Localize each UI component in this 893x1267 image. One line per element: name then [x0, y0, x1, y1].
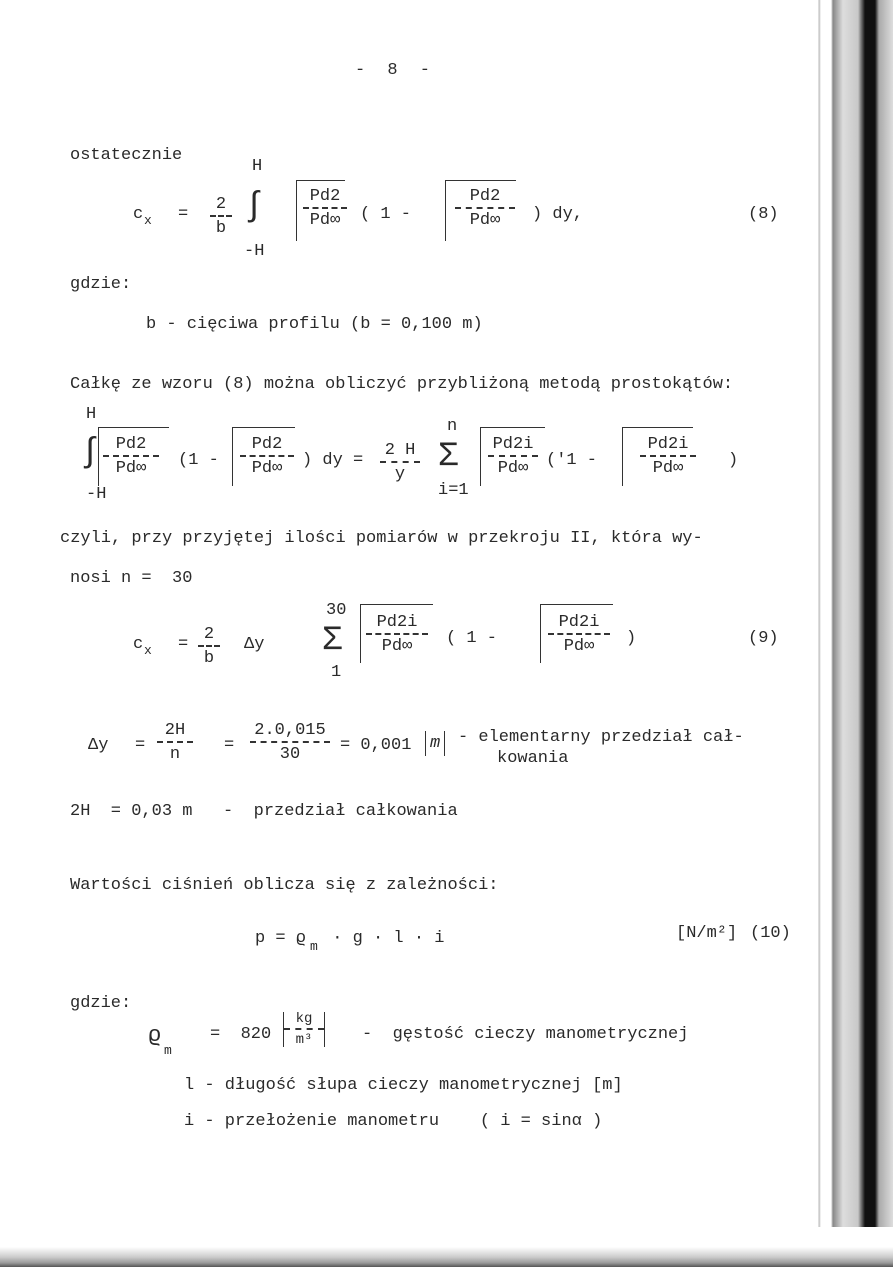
close-paren: ): [626, 629, 637, 648]
lhs: c: [133, 635, 144, 654]
ratio-num: Pd2: [455, 188, 515, 209]
equation-label: (8): [748, 205, 779, 224]
result: = 0,001: [340, 736, 412, 755]
coef-num: 2: [198, 626, 220, 647]
ratio-num: Pd2: [103, 436, 159, 457]
fraction-den: 30: [279, 745, 301, 764]
sentence-n-line2: nosi n = 30: [70, 569, 193, 588]
scan-edge-shadow: [813, 0, 893, 1267]
integral-sign: ∫: [80, 434, 101, 472]
unit-den: m³: [295, 1032, 313, 1048]
ratio-num: Pd2i: [640, 436, 696, 457]
ratio-den: Pd∞: [381, 637, 413, 656]
fraction-num: 2H: [157, 722, 193, 743]
lhs: c: [133, 205, 144, 224]
integral-sign: ∫: [244, 188, 265, 226]
rho-description: - gęstość cieczy manometrycznej: [362, 1025, 689, 1044]
sum-sign: Σ: [322, 622, 343, 660]
delta-y: Δy: [244, 635, 265, 654]
lhs-sub: x: [144, 643, 152, 658]
coef-den: b: [215, 219, 227, 238]
close-paren: ): [728, 451, 739, 470]
formula: p = ϱ: [255, 929, 307, 948]
description-line1: - elementarny przedział cał-: [458, 728, 744, 747]
coef-den: y: [394, 465, 406, 484]
sum-sign: Σ: [438, 438, 459, 476]
formula-sub: m: [310, 939, 318, 954]
equals: =: [224, 736, 235, 755]
coef-num: 2 H: [380, 442, 420, 463]
ratio-num: Pd2: [303, 188, 347, 209]
sentence-n-line1: czyli, przy przyjętej ilości pomiarów w przekroju II, która wy-: [60, 529, 703, 548]
coef-num: 2: [210, 196, 232, 217]
rho-sub: m: [164, 1043, 172, 1058]
page-number: - 8 -: [355, 61, 437, 80]
open-paren: ( 1 -: [446, 629, 498, 648]
open-paren: ( 1 -: [360, 205, 412, 224]
where-label: gdzie:: [70, 275, 132, 294]
lhs-sub: x: [144, 213, 152, 228]
equation-label: (9): [748, 629, 779, 648]
ratio-den: Pd∞: [115, 459, 147, 478]
equals: =: [135, 736, 146, 755]
ratio-den: Pd∞: [563, 637, 595, 656]
scan-bottom-shadow: [0, 1227, 893, 1267]
unit: [N/m²]: [676, 924, 738, 943]
ratio-den: Pd∞: [251, 459, 283, 478]
where-label: gdzie:: [70, 994, 132, 1013]
rho-value: = 820: [210, 1025, 272, 1044]
int-lower: -H: [86, 485, 107, 504]
sum-upper: 30: [326, 601, 347, 620]
definition-l: l - długość słupa cieczy manometrycznej [m]: [184, 1076, 623, 1095]
equation-2h: 2H = 0,03 m - przedział całkowania: [70, 802, 458, 821]
lhs: Δy: [88, 736, 109, 755]
definition-i: i - przełożenie manometru ( i = sinα ): [184, 1112, 603, 1131]
ratio-den: Pd∞: [469, 211, 501, 230]
close-paren: ) dy,: [532, 205, 584, 224]
open-paren: ('1 -: [546, 451, 598, 470]
ratio-den: Pd∞: [309, 211, 341, 230]
ratio-den: Pd∞: [497, 459, 529, 478]
definition-b: b - cięciwa profilu (b = 0,100 m): [146, 315, 483, 334]
sum-upper: n: [447, 417, 458, 436]
ratio-num: Pd2: [240, 436, 294, 457]
description-line2: kowania: [497, 749, 569, 768]
fraction-num: 2.0,015: [250, 722, 330, 743]
sum-lower: 1: [331, 663, 342, 682]
ratio-num: Pd2i: [366, 614, 428, 635]
open-paren: (1 -: [178, 451, 219, 470]
unit-num: kg: [284, 1012, 324, 1030]
rho-symbol: ϱ: [148, 1023, 162, 1048]
equals: =: [178, 635, 189, 654]
int-upper: H: [86, 405, 97, 424]
formula-rest: · g · l · i: [322, 929, 445, 948]
close-paren: ) dy =: [302, 451, 364, 470]
ratio-den: Pd∞: [652, 459, 684, 478]
equals: =: [178, 205, 189, 224]
sum-lower: i=1: [438, 481, 469, 500]
int-upper: H: [252, 157, 263, 176]
equation-label: (10): [750, 924, 791, 943]
ratio-num: Pd2i: [548, 614, 610, 635]
unit-bracket: m: [425, 731, 445, 756]
int-lower: -H: [244, 242, 265, 261]
ratio-num: Pd2i: [488, 436, 538, 457]
sentence-rectangle-method: Całkę ze wzoru (8) można obliczyć przybliżoną metodą prostokątów:: [70, 375, 734, 394]
sentence-pressure: Wartości ciśnień oblicza się z zależności:: [70, 876, 499, 895]
coef-den: b: [203, 649, 215, 668]
intro-word: ostatecznie: [70, 146, 183, 165]
fraction-den: n: [169, 745, 181, 764]
